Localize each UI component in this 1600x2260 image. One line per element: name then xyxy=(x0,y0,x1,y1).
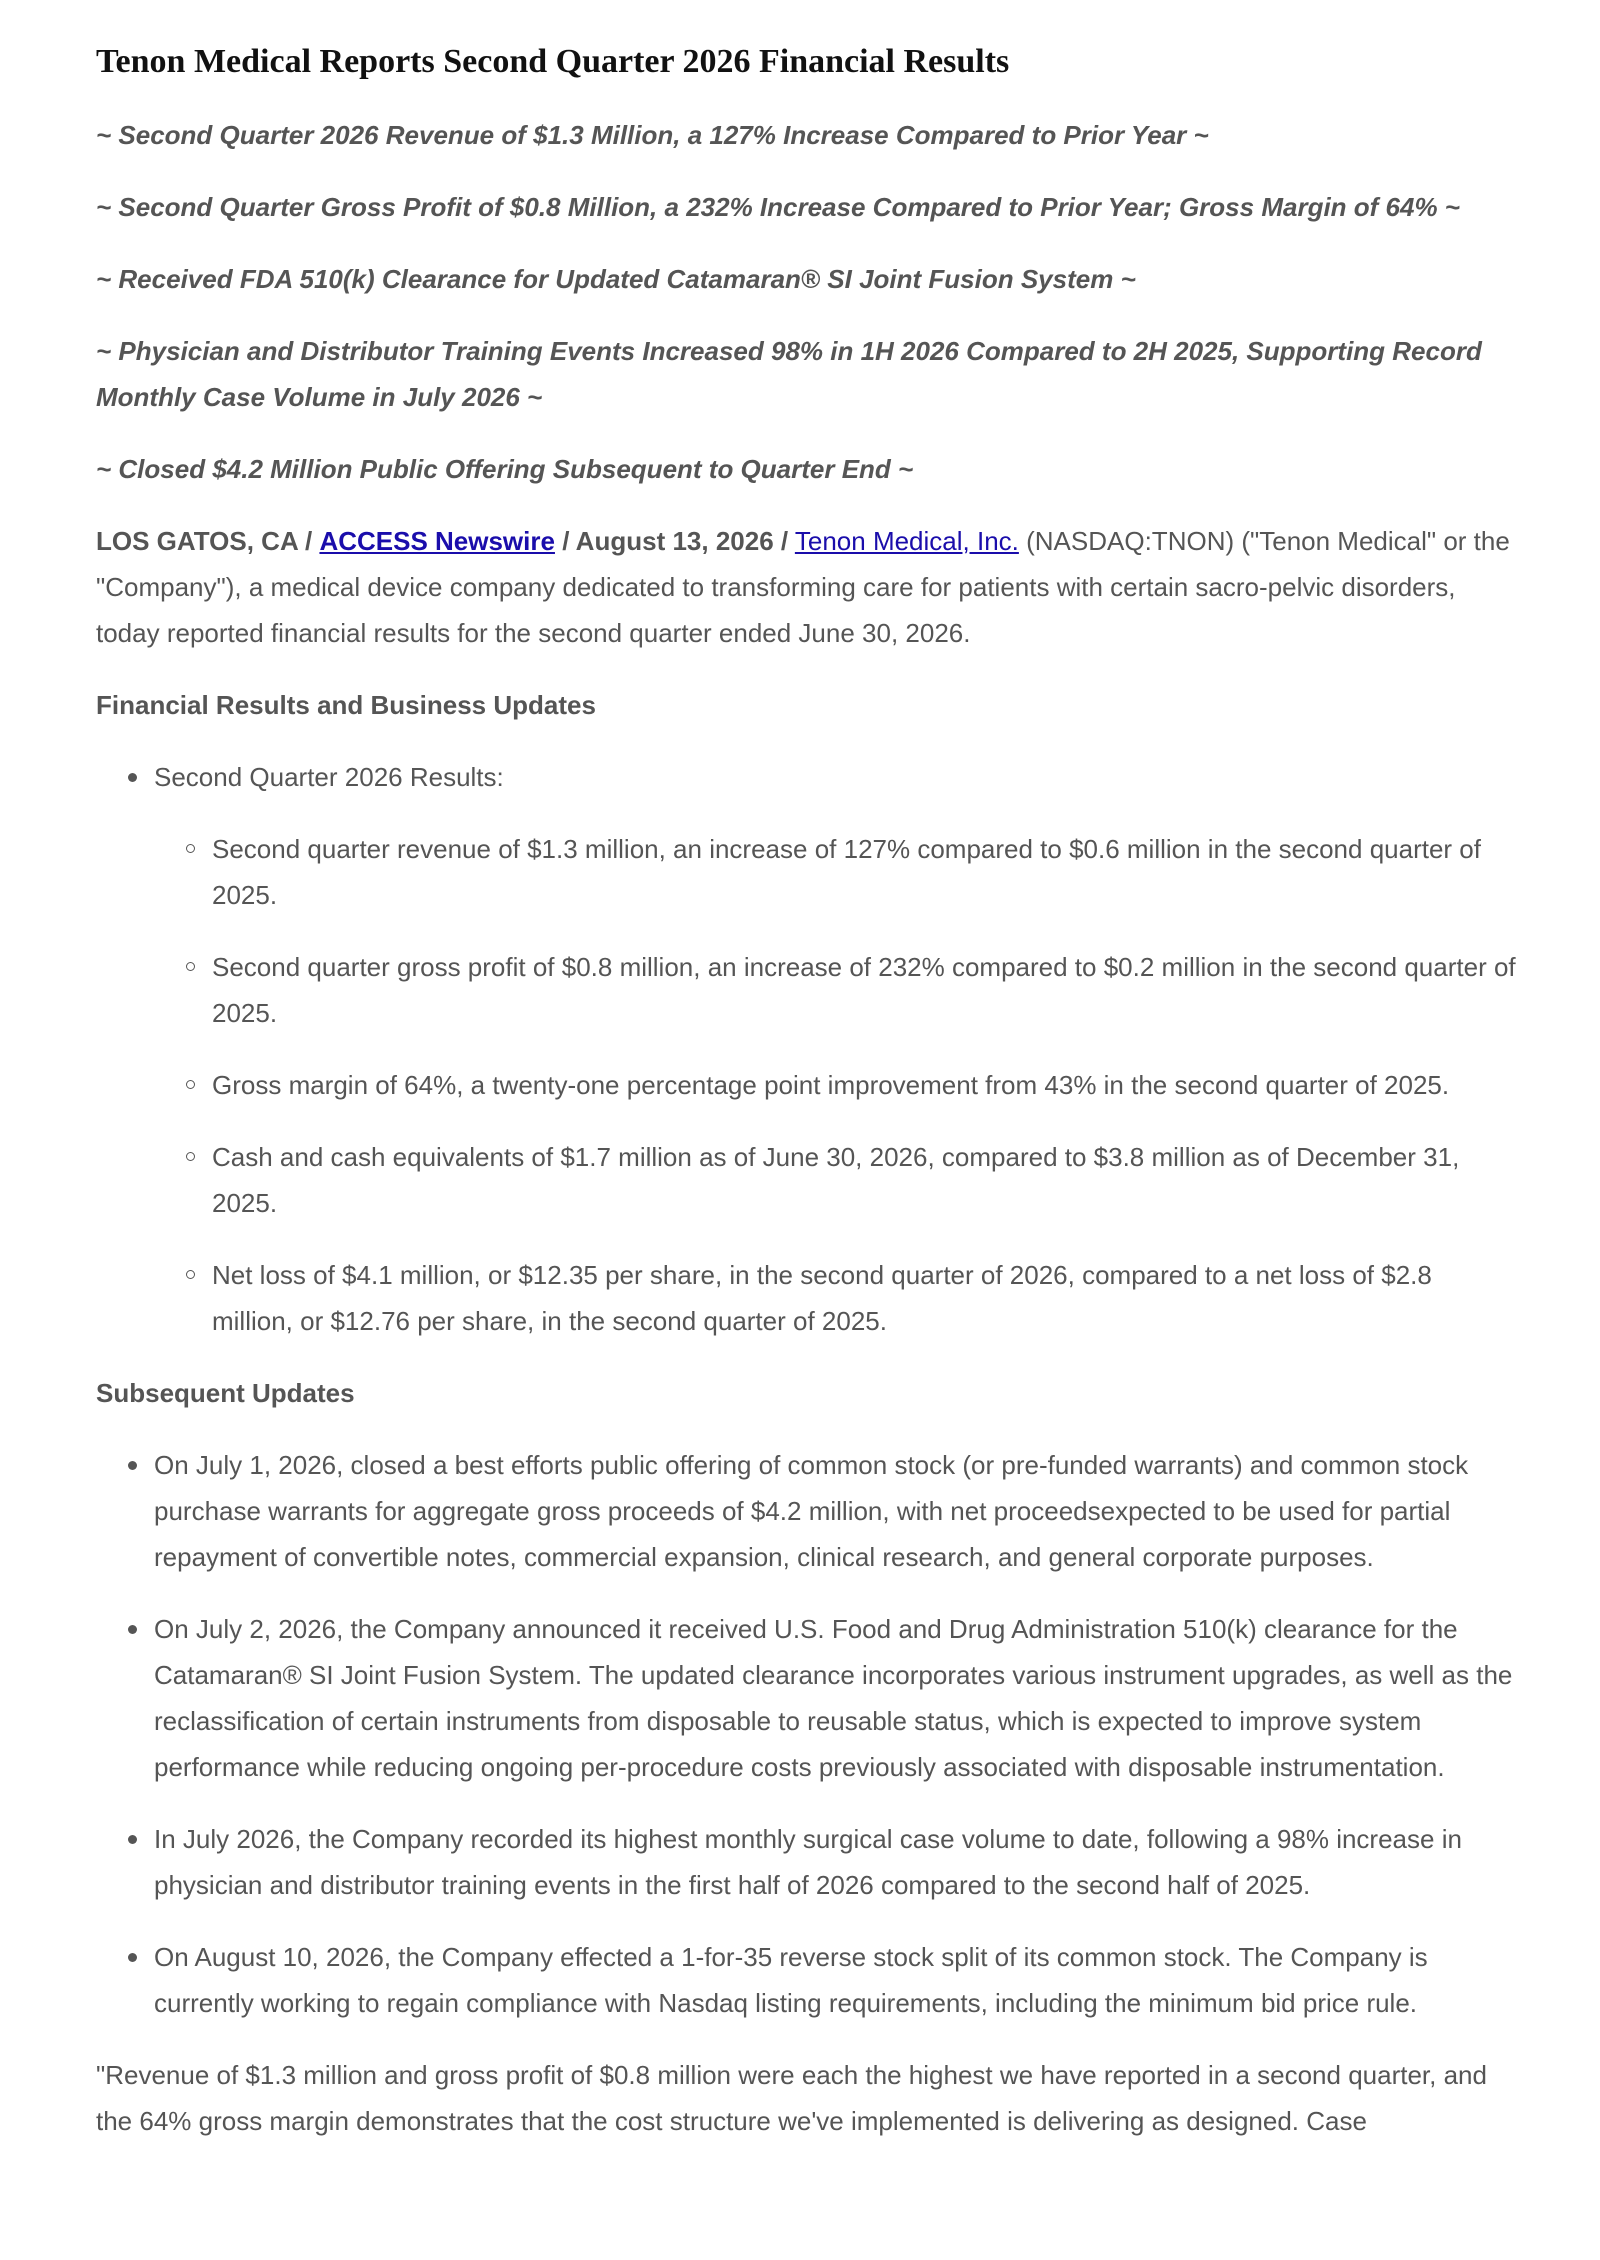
bullet-circle-icon xyxy=(186,1152,195,1161)
reverse-split-item: On August 10, 2026, the Company effected a 1-for-35 reverse stock split of its common stock. The Company is currently working to regain compliance with Nasdaq listing requirements, including the minimum bid price rule. xyxy=(154,1942,1428,2018)
subheadline-gross-profit: ~ Second Quarter Gross Profit of $0.8 Million, a 232% Increase Compared to Prior Year; Gross Margin of 64% ~ xyxy=(96,192,1460,222)
subheadline-revenue: ~ Second Quarter 2026 Revenue of $1.3 Million, a 127% Increase Compared to Prior Year ~ xyxy=(96,120,1209,150)
revenue-item: Second quarter revenue of $1.3 million, an increase of 127% compared to $0.6 million in the second quarter of 2025. xyxy=(212,834,1481,910)
dateline-text: (NASDAQ:TNON) ("Tenon Medical" or the "Company"), a medical device company dedicated to transforming care for patients with certain sacro-pelvic disorders, today reported financial results for the second quarter ended June 30, 2026. xyxy=(96,526,1510,648)
list-item xyxy=(212,1134,1516,1226)
results-sublist xyxy=(154,826,1516,1344)
company-link[interactable]: Tenon Medical, Inc. xyxy=(794,526,1019,556)
subsequent-updates-heading: Subsequent Updates xyxy=(96,1378,355,1408)
list-item xyxy=(154,1442,1516,1580)
fda-item: On July 2, 2026, the Company announced it received U.S. Food and Drug Administration 510(k) clearance for the Catamaran® SI Joint Fusion System. The updated clearance incorporates various instrument upgrades, as well as the reclassification of certain instruments from disposable to reusable status, which is expected to improve system performance while reducing ongoing per-procedure costs previously associated with disposable instrumentation. xyxy=(154,1614,1513,1782)
list-item xyxy=(212,1062,1516,1108)
financial-results-list xyxy=(96,754,1516,1344)
quote-paragraph: "Revenue of $1.3 million and gross profit of $0.8 million were each the highest we have reported in a second quarter, and the 64% gross margin demonstrates that the cost structure we've implemented is delivering as designed. Case xyxy=(96,2060,1487,2136)
bullet-circle-icon xyxy=(186,962,195,971)
list-item xyxy=(154,754,1516,1344)
subheadline-training-events: ~ Physician and Distributor Training Events Increased 98% in 1H 2026 Compared to 2H 2025, Supporting Record Monthly Case Volume in July 2026 ~ xyxy=(96,336,1482,412)
bullet-disc-icon xyxy=(128,1953,137,1962)
financial-results-heading: Financial Results and Business Updates xyxy=(96,690,596,720)
gross-profit-item: Second quarter gross profit of $0.8 million, an increase of 232% compared to $0.2 million in the second quarter of 2025. xyxy=(212,952,1516,1028)
bullet-circle-icon xyxy=(186,1270,195,1279)
offering-item: On July 1, 2026, closed a best efforts public offering of common stock (or pre-funded warrants) and common stock purchase warrants for aggregate gross proceeds of $4.2 million, with net proceedsexpected to be used for partial repayment of convertible notes, commercial expansion, clinical research, and general corporate purposes. xyxy=(154,1450,1469,1572)
case-volume-item: In July 2026, the Company recorded its highest monthly surgical case volume to date, following a 98% increase in physician and distributor training events in the first half of 2026 compared to the second half of 2025. xyxy=(154,1824,1462,1900)
bullet-disc-icon xyxy=(128,773,137,782)
list-item xyxy=(154,1934,1516,2026)
net-loss-item: Net loss of $4.1 million, or $12.35 per share, in the second quarter of 2026, compared to a net loss of $2.8 million, or $12.76 per share, in the second quarter of 2025. xyxy=(212,1260,1432,1336)
page-title: Tenon Medical Reports Second Quarter 2026 Financial Results xyxy=(96,43,1010,80)
bullet-circle-icon xyxy=(186,844,195,853)
bullet-circle-icon xyxy=(186,1080,195,1089)
subheadline-public-offering: ~ Closed $4.2 Million Public Offering Subsequent to Quarter End ~ xyxy=(96,454,914,484)
cash-item: Cash and cash equivalents of $1.7 million as of June 30, 2026, compared to $3.8 million as of December 31, 2025. xyxy=(212,1142,1460,1218)
bullet-disc-icon xyxy=(128,1835,137,1844)
subsequent-updates-list xyxy=(96,1442,1516,2026)
list-item xyxy=(154,1816,1516,1908)
gross-margin-item: Gross margin of 64%, a twenty-one percentage point improvement from 43% in the second quarter of 2025. xyxy=(212,1070,1450,1100)
list-item xyxy=(212,944,1516,1036)
dateline-location: LOS GATOS, CA / xyxy=(96,526,313,556)
dateline-date: / August 13, 2026 / xyxy=(562,526,789,556)
bullet-disc-icon xyxy=(128,1461,137,1470)
bullet-disc-icon xyxy=(128,1625,137,1634)
list-item xyxy=(212,826,1516,918)
list-item xyxy=(154,1606,1516,1790)
list-item xyxy=(212,1252,1516,1344)
newswire-link[interactable]: ACCESS Newswire xyxy=(319,526,555,556)
subheadline-fda-clearance: ~ Received FDA 510(k) Clearance for Updated Catamaran® SI Joint Fusion System ~ xyxy=(96,264,1136,294)
dateline-paragraph xyxy=(96,518,1516,656)
results-group-label: Second Quarter 2026 Results: xyxy=(154,762,504,792)
press-release xyxy=(96,40,1516,2170)
